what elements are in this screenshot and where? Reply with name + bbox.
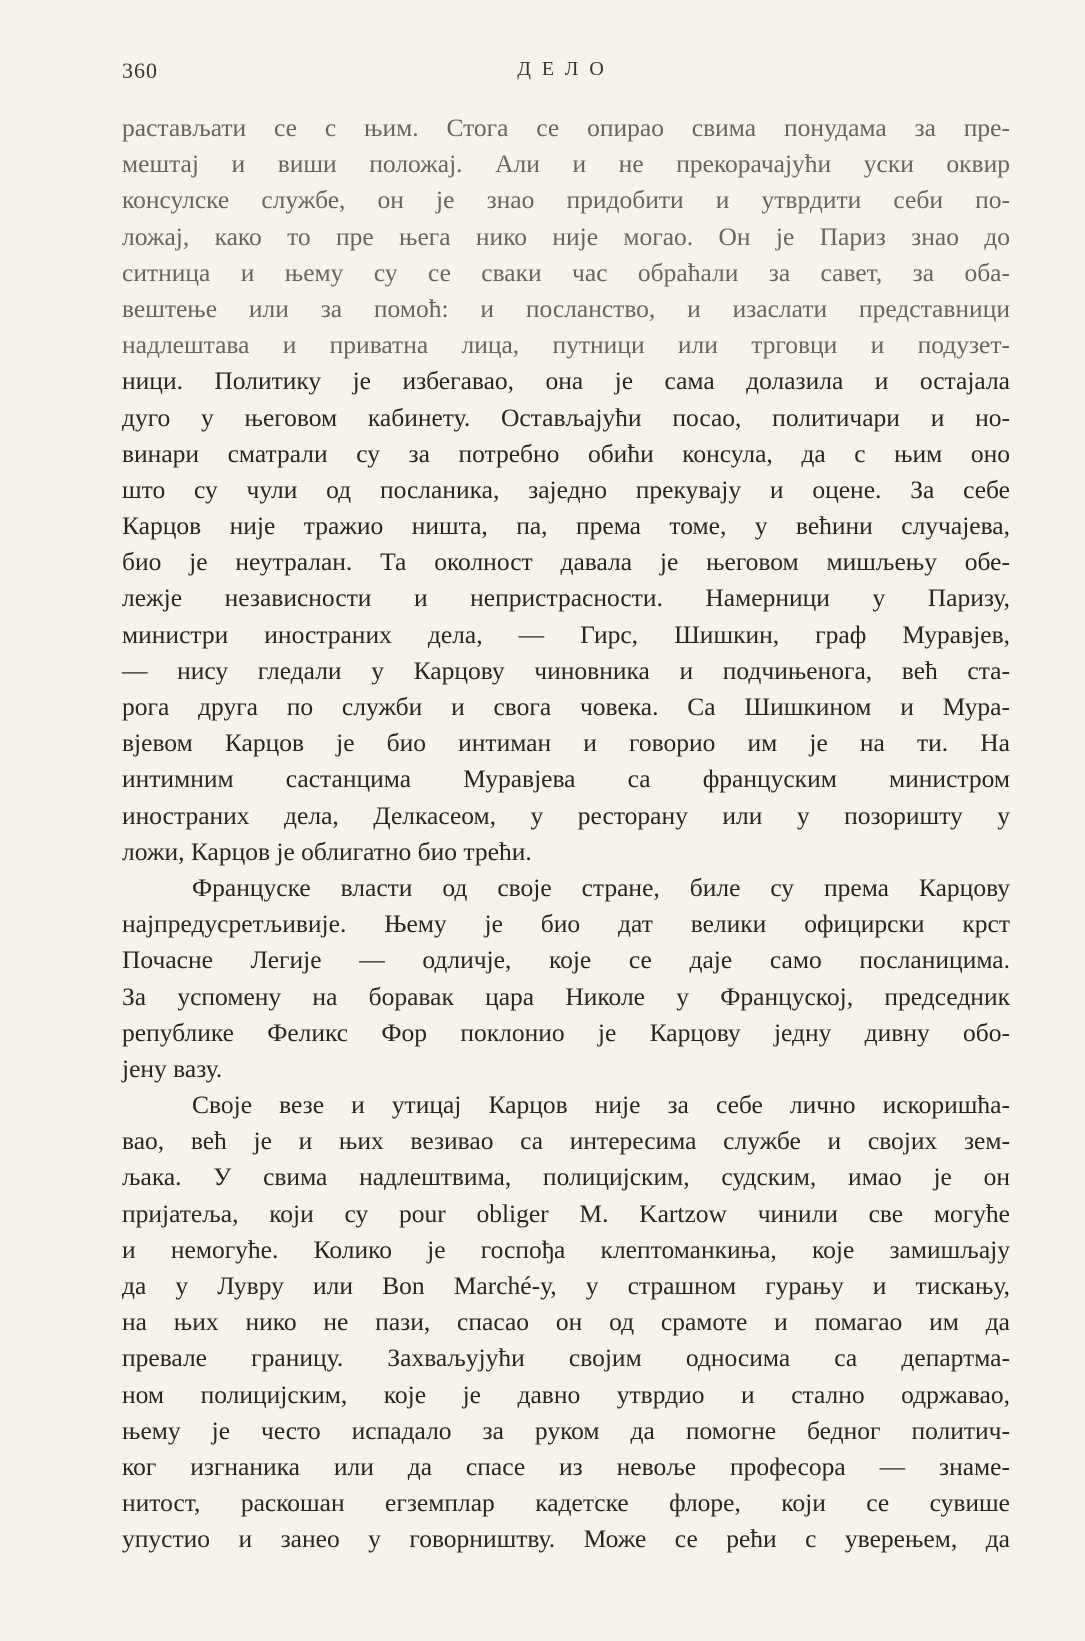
running-head — [122, 52, 1010, 92]
text-line: да у Лувру или Bon Marché-у, у страшном гурању и тискању, — [122, 1271, 1010, 1300]
paragraph-1 — [122, 110, 1010, 870]
text-line: надлештава и приватна лица, путници или трговци и подузет- — [122, 330, 1010, 360]
text-line: ложај, како то пре њега нико није могао. Он је Париз знао до — [122, 221, 1010, 251]
text-line: Карцов није тражио ништа, па, према томе, у већини случајева, — [122, 511, 1010, 541]
text-line: вао, већ је и њих везивао са интересима службе и својих зем- — [122, 1126, 1010, 1156]
text-line: ници. Политику је избегавао, она је сама долазила и остајала — [122, 366, 1010, 396]
text-line: министри иностраних дела, — Гирс, Шишкин, граф Муравјев, — [122, 619, 1010, 649]
text-line: Своје везе и утицај Карцов није за себе лично искоришћа- — [192, 1090, 1010, 1120]
text-line: и немогуће. Колико је госпођа клептоманкиња, које замишљају — [122, 1234, 1010, 1264]
text-line: нитост, раскошан егземплар кадетске флоре, који се сувише — [122, 1488, 1010, 1518]
text-line: лежје независности и непристрасности. Намерници у Паризу, — [122, 583, 1010, 613]
body-text — [122, 110, 1010, 1558]
text-line: иностраних дела, Делкасеом, у ресторану или у позоришту у — [122, 800, 1010, 830]
text-line: републике Феликс Фор поклонио је Карцову једну дивну обо- — [122, 1017, 1010, 1047]
text-line: За успомену на боравак цара Николе у Француској, председник — [122, 981, 1010, 1011]
text-line: јену вазу. — [122, 1053, 223, 1083]
text-line: растављати се с њим. Стога се опирао свима понудама за пре- — [122, 113, 1010, 142]
page-number: 360 — [122, 58, 158, 83]
text-line: био је неутралан. Та околност давала је његовом мишљењу обе- — [122, 547, 1010, 577]
journal-title: ДЕЛО — [517, 58, 615, 80]
text-line: ког изгнаника или да спасе из невоље професора — знаме- — [122, 1451, 1010, 1481]
text-line: што су чули од посланика, заједно прекувају и оцене. За себе — [122, 474, 1010, 504]
text-line: упустио и занео у говорништву. Може се рећи с уверењем, да — [122, 1524, 1010, 1554]
text-line: ложи, Карцов је облигатно био трећи. — [122, 836, 532, 866]
text-line: вештење или за помоћ: и посланство, и изаслати представници — [122, 293, 1010, 323]
text-line: интимним састанцима Муравјева са француским министром — [122, 764, 1010, 794]
text-line: винари сматрали су за потребно обићи консула, да с њим оно — [122, 438, 1010, 468]
text-line: вјевом Карцов је био интиман и говорио им је на ти. На — [122, 728, 1010, 758]
text-line: Почасне Легије — одличје, које се даје само посланицима. — [122, 945, 1010, 975]
text-line: дуго у његовом кабинету. Остављајући посао, политичари и но- — [122, 402, 1010, 432]
paragraph-2 — [122, 870, 1010, 1087]
text-line: — нису гледали у Карцову чиновника и подчињенога, већ ста- — [122, 655, 1010, 685]
text-line: консулске службе, он је знао придобити и утврдити себи по- — [122, 185, 1010, 215]
text-line: на њих нико не пази, спасао он од срамоте и помагао им да — [122, 1307, 1010, 1337]
paragraph-3 — [122, 1087, 1010, 1557]
text-line: најпредусретљивије. Њему је био дат велики официрски крст — [122, 909, 1010, 939]
text-line: ном полицијским, које је давно утврдио и стално одржавао, — [122, 1379, 1010, 1409]
text-line: рога друга по служби и свога човека. Са Шишкином и Мура- — [122, 692, 1010, 721]
text-line: њему је често испадало за руком да помогне бедног политич- — [122, 1415, 1010, 1445]
text-line: пријатеља, који су pour obliger M. Kartzow чинили све могуће — [122, 1198, 1010, 1228]
text-line: ситница и њему су се сваки час обраћали за савет, за оба- — [122, 257, 1010, 287]
text-line: превале границу. Захваљујући својим односима са департма- — [122, 1343, 1010, 1373]
text-line: мештај и виши положај. Али и не прекорачајући уски оквир — [122, 149, 1010, 179]
text-line: љака. У свима надлештвима, полицијским, судским, имао је он — [122, 1162, 1010, 1192]
text-line: Француске власти од своје стране, биле су према Карцову — [192, 872, 1010, 902]
